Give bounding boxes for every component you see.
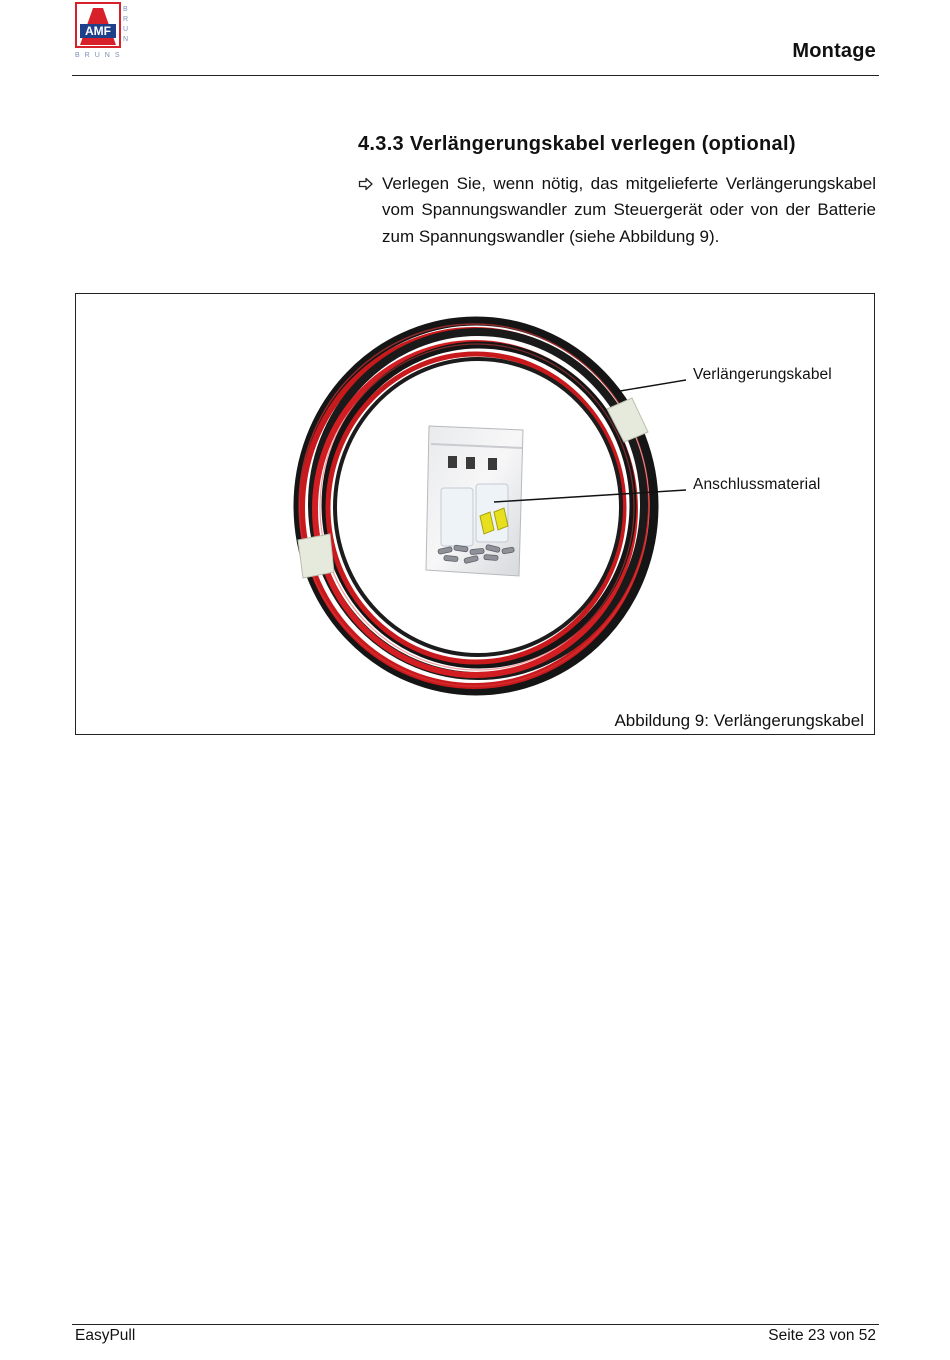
amf-bruns-logo-icon [75, 2, 133, 60]
instruction-text: Verlegen Sie, wenn nötig, das mitgelieferte Verlängerungskabel vom Spannungswandler zum Steuergerät oder von der Batterie zum Spannungswandler (siehe Abbildung 9). [382, 174, 876, 246]
footer-product-name: EasyPull [75, 1327, 136, 1344]
svg-text:BRUNS: BRUNS [75, 52, 125, 59]
arrow-right-outline-icon [358, 177, 374, 191]
svg-text:R: R [123, 16, 129, 23]
instruction-item [358, 171, 876, 250]
amf-bruns-logo [75, 2, 133, 60]
callout-material-label: Anschlussmaterial [693, 476, 821, 493]
svg-text:AMF: AMF [85, 24, 111, 38]
section-header: Montage [792, 40, 876, 62]
header-divider [72, 75, 879, 76]
svg-text:N: N [123, 36, 129, 43]
callout-cable-label: Verlängerungskabel [693, 366, 832, 383]
figure-caption: Abbildung 9: Verlängerungskabel [614, 711, 864, 730]
svg-text:B: B [123, 6, 128, 13]
footer-divider [72, 1324, 879, 1325]
section-title: 4.3.3 Verlängerungskabel verlegen (optional) [358, 133, 796, 155]
figure-frame [75, 293, 875, 735]
cable-coil-photo [76, 294, 876, 736]
footer-page-number: Seite 23 von 52 [768, 1327, 876, 1344]
callout-line-cable [614, 380, 686, 392]
svg-text:U: U [123, 26, 129, 33]
